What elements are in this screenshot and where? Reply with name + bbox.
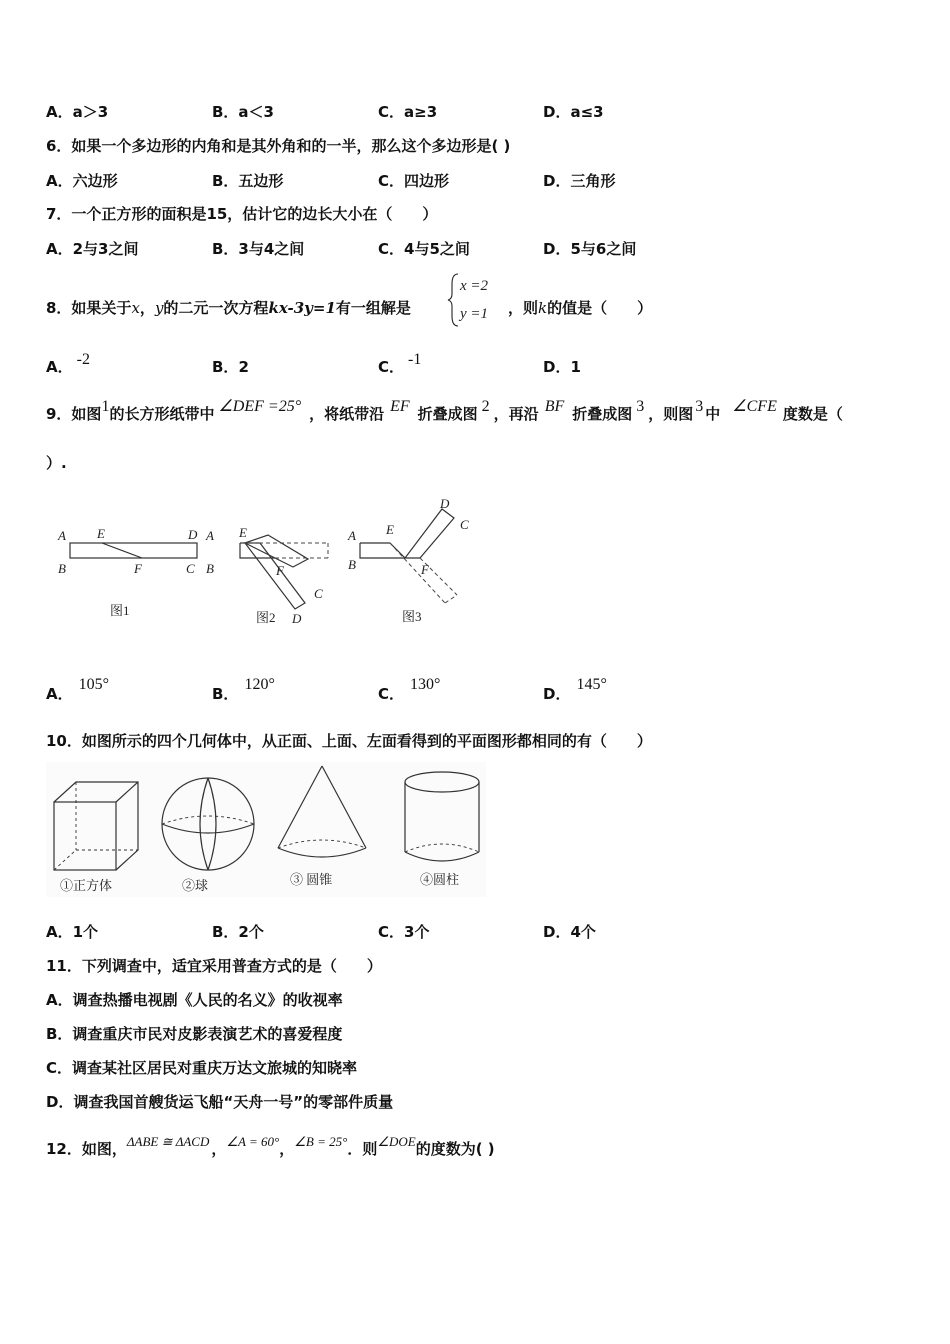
- q5-option-a: A．a＞3: [46, 103, 109, 121]
- q12-text: 的度数为( ): [415, 1140, 495, 1158]
- q12-angle-a: ∠A = 60°: [226, 1134, 280, 1149]
- q9-text: ，再沿: [493, 405, 539, 423]
- q9-option-letter: C．: [378, 685, 405, 703]
- q8-text: 有一组解是: [335, 299, 411, 317]
- q8-stem-end: [508, 298, 652, 318]
- q9-option-letter: D．: [543, 685, 571, 703]
- fig1-label-c: C: [186, 561, 195, 576]
- q8-option-c: [378, 351, 422, 378]
- fig3-label-f: F: [421, 562, 429, 577]
- q8-text: ，: [139, 299, 155, 317]
- q8-var-x: x: [131, 299, 140, 317]
- q8-option-b: [212, 357, 249, 377]
- fig1-label-a: A: [58, 528, 66, 543]
- q8-equation-system: [448, 272, 508, 328]
- q9-stem: [46, 398, 843, 425]
- q12-stem: [46, 1134, 495, 1160]
- fig3-label-c: C: [460, 517, 469, 532]
- cone-caption: ③ 圆锥: [290, 872, 333, 887]
- fig1-label-d: D: [188, 527, 198, 542]
- q5-option-d: D．a≤3: [543, 103, 604, 121]
- q10-solids-figure: [46, 762, 486, 897]
- q8-option-letter: B．: [212, 358, 239, 376]
- q8-equation: kx-3y=1: [268, 299, 336, 317]
- q12-angle-b: ∠B = 25°: [294, 1134, 348, 1149]
- q9-option-a: [46, 676, 110, 705]
- q8-option-letter: C．: [378, 358, 405, 376]
- q12-congruence: ΔABE ≅ ΔACD: [126, 1134, 210, 1149]
- q11-option-b: B．调查重庆市民对皮影表演艺术的喜爱程度: [46, 1025, 343, 1043]
- q9-text: 度数是（: [782, 405, 843, 423]
- q9-stem-cont: ）.: [46, 454, 67, 472]
- q8-option-value: -1: [408, 351, 422, 368]
- q9-text: ，将纸带沿: [309, 405, 385, 423]
- q12-angle-doe: ∠DOE: [377, 1134, 416, 1149]
- q6-stem: 6．如果一个多边形的内角和是其外角和的一半，那么这个多边形是( ): [46, 137, 511, 155]
- q8-option-value: 2: [238, 358, 249, 376]
- fig3-caption: 图3: [402, 609, 422, 624]
- fig3-label-d: D: [440, 496, 450, 511]
- q8-stem: [46, 298, 411, 318]
- q8-option-letter: A．: [46, 358, 73, 376]
- q7-stem: 7．一个正方形的面积是15，估计它的边长大小在（ ）: [46, 205, 438, 223]
- q9-text: 9．如图: [46, 405, 102, 423]
- fig2-label-d: D: [292, 611, 302, 626]
- q9-text: 折叠成图: [572, 405, 633, 423]
- q8-option-letter: D．: [543, 358, 571, 376]
- q6-option-c: C．四边形: [378, 172, 450, 190]
- q9-angle-cfe: ∠CFE: [732, 398, 777, 415]
- q9-fig-number: 2: [481, 398, 490, 415]
- q8-option-value: -2: [76, 351, 90, 368]
- q9-option-c: [378, 676, 441, 705]
- fig2: [205, 525, 328, 626]
- q7-option-b: B．3与4之间: [212, 240, 305, 258]
- q9-fig-number: 3: [636, 398, 645, 415]
- q8-eq-line-2: y =1: [460, 306, 489, 322]
- cube-caption: ①正方体: [60, 878, 113, 893]
- q9-option-value: 120: [244, 676, 269, 693]
- q8-option-value: 1: [570, 358, 581, 376]
- q9-text: 的长方形纸带中: [109, 405, 215, 423]
- q8-option-a: [46, 351, 90, 378]
- q10-option-c: C．3个: [378, 923, 430, 941]
- fig3-label-e: E: [386, 522, 394, 537]
- q9-option-letter: B．: [212, 685, 239, 703]
- q12-text: ，: [279, 1140, 295, 1158]
- q10-option-b: B．2个: [212, 923, 264, 941]
- fig1-label-b: B: [58, 561, 66, 576]
- q12-text: ．则: [347, 1140, 378, 1158]
- q6-option-a: A．六边形: [46, 172, 118, 190]
- fig3-label-b: B: [348, 557, 356, 572]
- q9-option-b: [212, 676, 275, 705]
- q8-var-k: k: [538, 299, 548, 317]
- fig1-label-f: F: [134, 561, 142, 576]
- degree-sign: °: [434, 676, 441, 693]
- q9-text: 折叠成图: [417, 405, 478, 423]
- q9-angle-def: ∠DEF =25°: [218, 398, 302, 415]
- q10-option-d: D．4个: [543, 923, 596, 941]
- fig2-label-e: E: [239, 525, 247, 540]
- fig2-caption: 图2: [256, 610, 276, 625]
- q8-text: 的值是（ ）: [547, 299, 653, 317]
- q5-option-c: C．a≥3: [378, 103, 438, 121]
- q12-text: ，: [211, 1140, 227, 1158]
- q10-option-a: A．1个: [46, 923, 99, 941]
- q11-option-a: A．调查热播电视剧《人民的名义》的收视率: [46, 991, 343, 1009]
- fig2-label-b: B: [206, 561, 214, 576]
- q11-option-d: D．调查我国首艘货运飞船“天舟一号”的零部件质量: [46, 1093, 394, 1111]
- q6-option-b: B．五边形: [212, 172, 284, 190]
- q8-var-y: y: [154, 299, 164, 317]
- q11-stem: 11．下列调查中，适宜采用普查方式的是（ ）: [46, 957, 382, 975]
- q12-text: 12．如图，: [46, 1140, 127, 1158]
- q9-fig-number: 3: [695, 398, 704, 415]
- q7-option-c: C．4与5之间: [378, 240, 470, 258]
- q5-option-b: B．a＜3: [212, 103, 274, 121]
- sphere-caption: ②球: [182, 878, 209, 893]
- q9-option-letter: A．: [46, 685, 73, 703]
- q9-option-d: [543, 676, 607, 705]
- q11-option-c: C．调查某社区居民对重庆万达文旅城的知晓率: [46, 1059, 358, 1077]
- q9-option-value: 145: [576, 676, 601, 693]
- q8-brace: [448, 274, 458, 326]
- q9-text: 中: [705, 405, 721, 423]
- q9-line-bf: BF: [544, 398, 565, 415]
- q6-option-d: D．三角形: [543, 172, 616, 190]
- fig1-caption: 图1: [110, 603, 130, 618]
- fig2-label-a: A: [206, 528, 214, 543]
- fig3: [347, 496, 469, 624]
- fig1-label-e: E: [97, 526, 105, 541]
- fig1: [57, 526, 198, 618]
- q8-text: 8．如果关于: [46, 299, 132, 317]
- degree-sign: °: [268, 676, 275, 693]
- q8-text: ，则: [508, 299, 539, 317]
- q9-figures: [50, 495, 480, 630]
- fig3-label-a: A: [348, 528, 356, 543]
- q8-text: 的二元一次方程: [163, 299, 269, 317]
- degree-sign: °: [102, 676, 110, 693]
- fig2-label-c: C: [314, 586, 323, 601]
- q8-eq-line-1: x =2: [460, 278, 489, 294]
- q9-text: ，则图: [648, 405, 694, 423]
- fig2-label-f: F: [276, 563, 284, 578]
- degree-sign: °: [600, 676, 607, 693]
- q9-fig-number: 1: [101, 398, 110, 415]
- q10-stem: 10．如图所示的四个几何体中，从正面、上面、左面看得到的平面图形都相同的有（ ）: [46, 732, 652, 750]
- q9-option-value: 130: [410, 676, 435, 693]
- q9-line-ef: EF: [390, 398, 410, 415]
- q7-option-a: A．2与3之间: [46, 240, 139, 258]
- q9-option-value: 105: [78, 676, 103, 693]
- q7-option-d: D．5与6之间: [543, 240, 637, 258]
- cylinder-caption: ④圆柱: [420, 872, 460, 887]
- q8-option-d: [543, 357, 581, 377]
